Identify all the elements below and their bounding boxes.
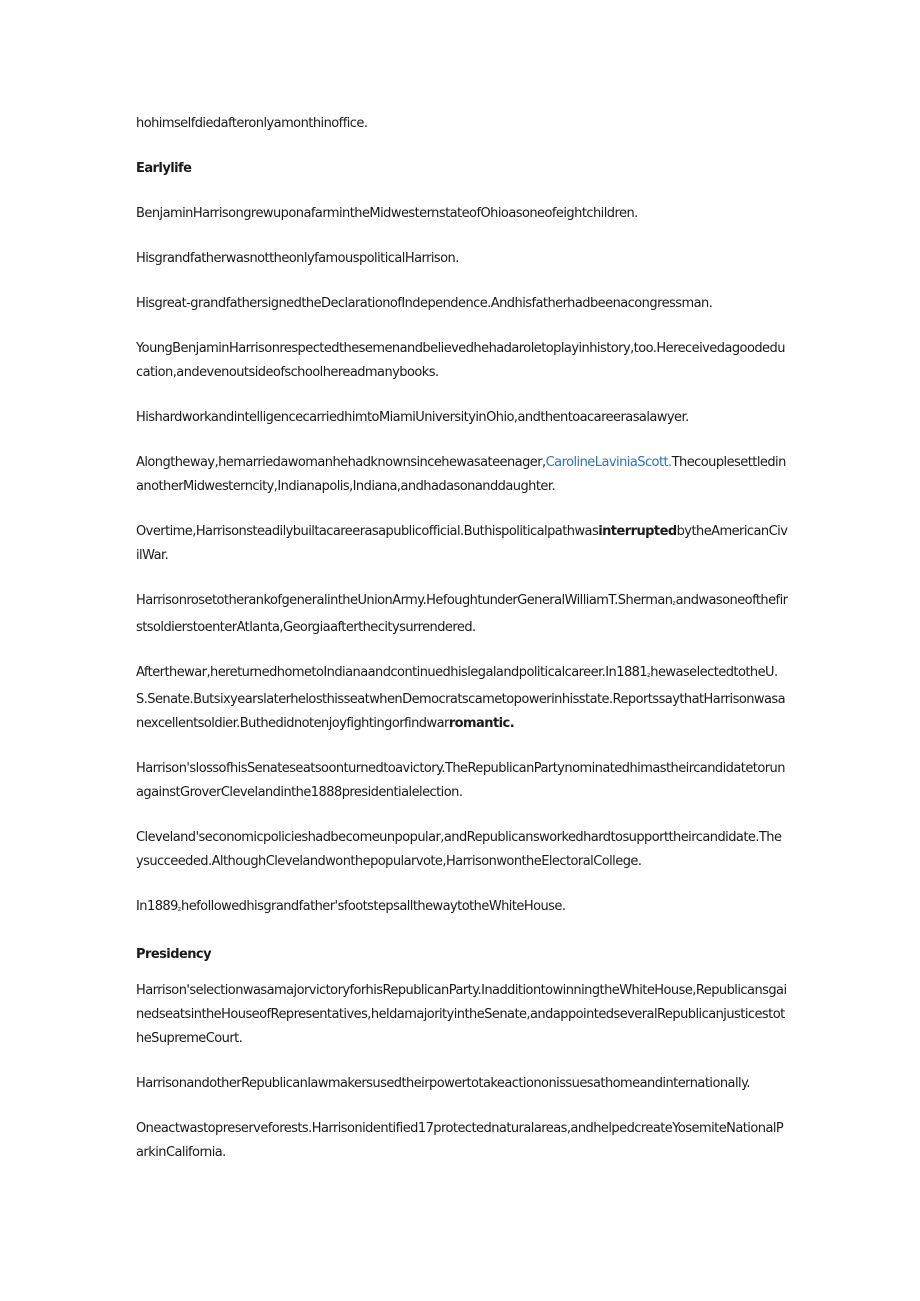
general-subscript: z [672,600,676,607]
paragraph-lawyer: HishardworkandintelligencecarriedhimtoMiamiUniversityinOhio,andthentoacareerasalawyer. [136,410,689,425]
general-text-b: andwasoneofthefirstsoldierstoenterAtlanta,Georgiaafterthecitysurrendered. [136,593,788,635]
white-house-text-b: hefollowedhisgrandfather'sfootstepsallthewaytotheWhiteHouse. [181,899,566,914]
romantic-bold: romantic. [448,716,515,731]
paragraph-farm: BenjaminHarrisongrewuponafarmintheMidwesternstateofOhioasoneofeightchildren. [136,206,638,221]
section-heading-presidency: Presidency [136,947,212,962]
document-body [136,112,788,1186]
marriage-text-b: ThecouplesettledinanotherMidwesterncity,Indianapolis,Indiana,andhadasonanddaughter. [136,455,786,494]
paragraph-lawmakers: HarrisonandotherRepublicanlawmakersusedtheirpowertotakeactiononissuesathomeandinternationally. [136,1076,750,1091]
senate-text-b: hewaselectedtotheU.S.Senate.ButsixyearslaterhelosthisseatwhenDemocratscametopowerinhisstate.ReportssaythatHarrisonwasanexcellentsoldier.Buthedidnotenjoyfightingorfindwar [136,665,786,731]
paragraph-education: YoungBenjaminHarrisonrespectedthesemenandbelievedhehadaroletoplayinhistory,too.Hereceivedagoodeducation,andevenoutsideofschoolhereadmanybooks. [136,341,785,380]
paragraph-grandfather: HisgrandfatherwasnottheonlyfamouspoliticalHarrison. [136,251,459,266]
paragraph-civil-war [136,520,788,568]
section-heading-early-life: Earlylife [136,161,192,176]
paragraph-great-grandfather: Hisgreat-grandfathersignedtheDeclarationofIndependence.Andhisfatherhadbeenacongressman. [136,296,713,311]
paragraph-senate [136,661,788,736]
paragraph-intro-fragment: hohimselfdiedafteronlyamonthinoffice. [136,116,368,131]
marriage-text-a: Alongtheway,hemarriedawomanhehadknownsincehewasateenager, [136,455,546,470]
interrupted-bold: interrupted [598,524,677,539]
paragraph-marriage [136,451,788,499]
civil-war-text-b: bytheAmericanCivilWar. [136,524,788,563]
paragraph-forests: Oneactwastopreserveforests.Harrisonidentified17protectednaturalareas,andhelpedcreateYosemiteNationalParkinCalifornia. [136,1121,784,1160]
paragraph-electoral-college: Cleveland'seconomicpolicieshadbecomeunpopular,andRepublicansworkedhardtosupporttheircandidate.Theysucceeded.AlthoughClevelandwonthepopularvote,HarrisonwontheElectoralCollege. [136,830,782,869]
senate-subscript: z [647,672,651,679]
caroline-scott-link[interactable]: CarolineLaviniaScott. [545,455,672,470]
paragraph-white-house [136,895,788,922]
paragraph-nomination: Harrison'slossofhisSenateseatsoonturnedtoavictory.TheRepublicanPartynominatedhimastheircandidatetorunagainstGroverClevelandinthe1888presidentialelection. [136,761,785,800]
paragraph-victory: Harrison'selectionwasamajorvictoryforhisRepublicanParty.InadditiontowinningtheWhiteHouse,RepublicansgainedseatsintheHouseofRepresentatives,heldamajorityintheSenate,andappointedseveralRepublicanjusticestotheSupremeCourt. [136,983,787,1046]
civil-war-text-a: Overtime,Harrisonsteadilybuiltacareerasapublicofficial.Buthispoliticalpathwas [136,524,599,539]
white-house-subscript: z [177,906,182,913]
general-text-a: HarrisonrosetotherankofgeneralintheUnionArmy.HefoughtunderGeneralWilliamT.Sherman [136,593,673,608]
paragraph-general [136,589,788,640]
senate-text-a: Afterthewar,hereturnedhometoIndianaandcontinuedhislegalandpoliticalcareer.In1881 [136,665,648,680]
white-house-text-a: In1889 [136,899,178,914]
